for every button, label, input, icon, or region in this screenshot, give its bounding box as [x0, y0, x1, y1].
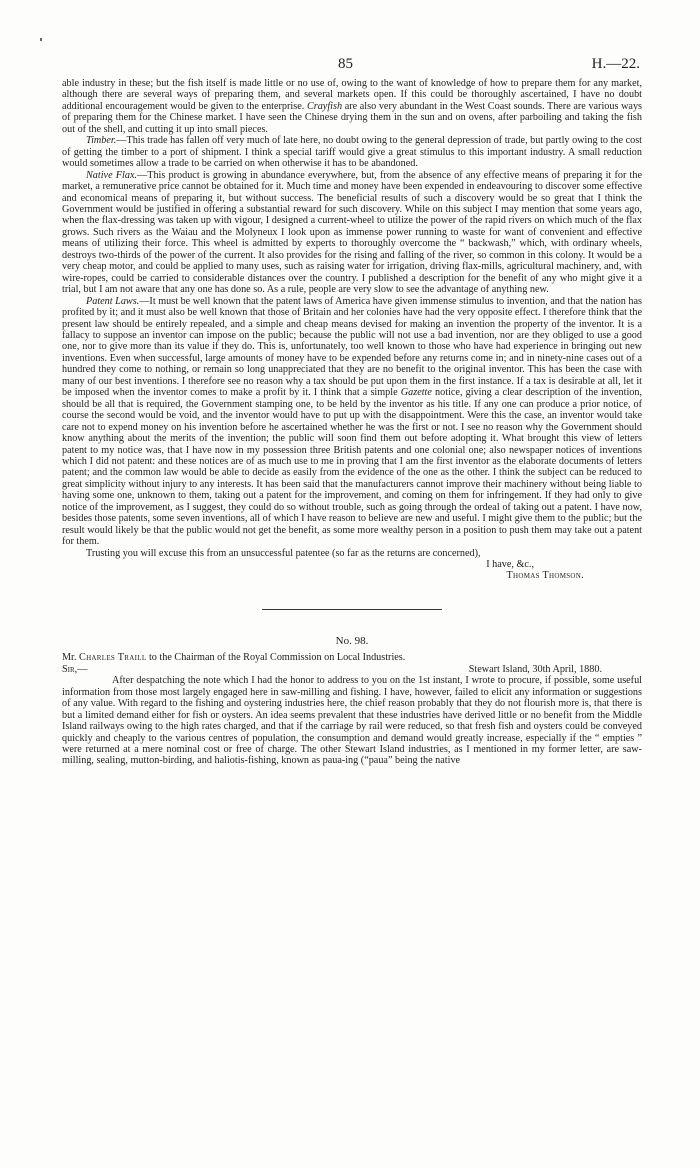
- salutation: Sir,—: [62, 663, 88, 675]
- patent-laws-heading: Patent Laws.: [86, 295, 140, 307]
- salutation-row: [62, 664, 642, 675]
- closing-line: Trusting you will excuse this from an unsuccessful patentee (so far as the returns are concerned),: [86, 547, 481, 559]
- sign-have: I have, &c.,: [486, 559, 534, 571]
- dateline: Stewart Island, 30th April, 1880.: [468, 663, 602, 675]
- paragraph-intro: able industry in these; but the fish itself is made little or no use of, owing to the want of knowledge of how to prepare them for any market, although there are several ways of preparing them, and several markets open. If this could be thoroughly ascertained, I have no doubt additional encouragement would be given to the enterprise. Crayfish are also very abundant in the West Coast sounds. There are various ways of preparing them for the Chinese market. I have seen the Chinese drying them in the sun and on ovens, after parboiling and taking the fish out of the shell, and cutting it up into small pieces.: [62, 78, 643, 135]
- letter-97-continuation: [62, 78, 642, 582]
- crayfish-term: Crayfish: [306, 100, 343, 112]
- letter-number: No. 98.: [335, 634, 369, 647]
- signature-name: Thomas Thomson.: [506, 570, 584, 582]
- scan-mark: [40, 38, 42, 41]
- gazette-term: Gazette: [400, 387, 432, 399]
- paragraph-native-flax: Native Flax.—This product is growing in abundance everywhere, but, from the absence of any effective means of preparing it for the market, a remunerative price cannot be obtained for it. Much time and money have been expended in endeavouring to discover some effective and economical means of preparing it, but without success. The beneficial results of such a discovery would be so great that I think the Government would be justified in offering a substantial reward for such discovery. While on this subject I may mention that some years ago, when the flax-dressing was taken up with vigour, I designed a current-wheel to utilize the power of the rapid rivers on which much of the flax grows. Such rivers as the Waiau and the Molyneux I look upon as immense power running to waste for want of convenient and effective means of utilizing their force. This wheel is admitted by experts to thoroughly overcome the “ backwash,” which, with ordinary wheels, destroys two-thirds of the power of the current. It also provides for the rising and falling of the river, so common in this colony. It would be a very cheap motor, and could be applied to many uses, such as raising water for irrigation, driving flax-mills, agricultural machinery, and, with wire-ropes, could be carried to considerable distances over the country. I published a description for the benefit of any who might give it a trial, but I am not aware that any one has done so. As a rule, people are very slow to see the advantage of anything new.: [62, 169, 642, 296]
- section-divider: [262, 609, 442, 610]
- page-number: 85: [338, 56, 353, 72]
- page-header: [0, 56, 700, 78]
- timber-heading: Timber.: [86, 135, 117, 147]
- letter-97-signoff: [62, 548, 642, 582]
- paragraph-timber: Timber.—This trade has fallen off very much of late here, no doubt owing to the general depression of trade, but partly owing to the cost of getting the timber to a port of shipment. I think a special tariff would give a great stimulus to this important industry. A small reduction would sometimes allow a trade to be carried on when otherwise it has to be abandoned.: [62, 135, 642, 170]
- sender-name: Charles Traill: [78, 652, 147, 664]
- document-reference: H.—22.: [591, 56, 640, 72]
- letter-98-body: [62, 675, 642, 767]
- letter-98: [62, 636, 642, 767]
- paragraph-letter-98: After despatching the note which I had the honor to address to you on the 1st instant, I wrote to procure, if possible, some useful information from those most largely engaged here in saw-milling and fishing. I have, however, failed to elicit any information or suggestions of any value. With regard to the fishing and oystering industries here, the chief reason probably that they do not flourish more is, that there is but a limited demand either for fish or oysters. An idea seems prevalent that these industries have derived little or no benefit from the Middle Island railways owing to the high rates charged, and that if the carriage by rail were reduced, so that fresh fish and oysters could be conveyed quickly and cheaply to the various centres of population, the consumption and demand would greatly increase, especially if the “ empties ” were returned at a mere nominal cost or free of charge. The other Stewart Island industries, as I mentioned in my former letter, are saw-milling, sealing, mutton-birding, and haliotis-fishing, known as paua-ing (“paua” being the native: [62, 675, 642, 767]
- native-flax-heading: Native Flax.: [86, 169, 138, 181]
- letter-title: Mr. Charles Traill to the Chairman of the Royal Commission on Local Industries.: [62, 652, 406, 664]
- page-body: [62, 78, 642, 767]
- paragraph-patent-laws: Patent Laws.—It must be well known that the patent laws of America have given immense stimulus to invention, and that the nation has profited by it; and it must also be well known that those of Britain and her colonies have had the very opposite effect. I therefore think that the present law should be entirely repealed, and a simple and cheap means devised for making an invention the property of the inventor. It is a fallacy to suppose an inventor can impose on the public; because the public will not use a bad invention, nor are they obliged to use a good one, nor to give more than its value if they do. This is, unfortunately, too well known to those who have had experience in bringing out new inventions. Even when successful, large amounts of money have to be expended before any returns come in; and in ninety-nine cases out of a hundred they come to nothing, or remain so long unappreciated that they are no benefit to the original inventor. This has been the case with many of our best inventions. I therefore see no reason why a tax should be put upon them in the first instance. If a tax is desirable at all, let it be imposed when the inventor comes to make a profit by it. I think that a simple Gazette notice, giving a clear description of the invention, should be all that is required, the Government stamping one, to be held by the inventor as his title. If any one can produce a prior notice, of course the second would be void, and the inventor would have to put up with the disappointment. Were this the case, an inventor would take care not to expend money on his invention before he ascertained whether he was the first or not. I see no reason why the Government should know anything about the merits of the invention; the public will soon find them out before adopting it. What brought this view of letters patent to my notice was, that I have now in my possession three British patents and one colonial one; also newspaper notices of inventions which I did not patent: and these notices are of as much use to me in proving that I am the first inventor as the elaborate documents of letters patent; and the common law would be able to decide as easily from the evidence of the one as the other. I think the subject can be reduced to great simplicity without injury to any interests. It has been said that the manufacturers cannot improve their machinery without being liable to having some one, unknown to them, taking out a patent for the improvement, and coming on them for infringement. If they had only to give notice of the improvement, as I suggest, they could do so without trouble, such as going through the ordeal of taking out a patent. I have now, besides those patents, some seven inventions, all of which I have reason to believe are new and useful. I might give them to the public; but the result would likely be that the public would not get the benefit, as some more wealthy person in a position to push them may take out a patent for them.: [62, 295, 643, 548]
